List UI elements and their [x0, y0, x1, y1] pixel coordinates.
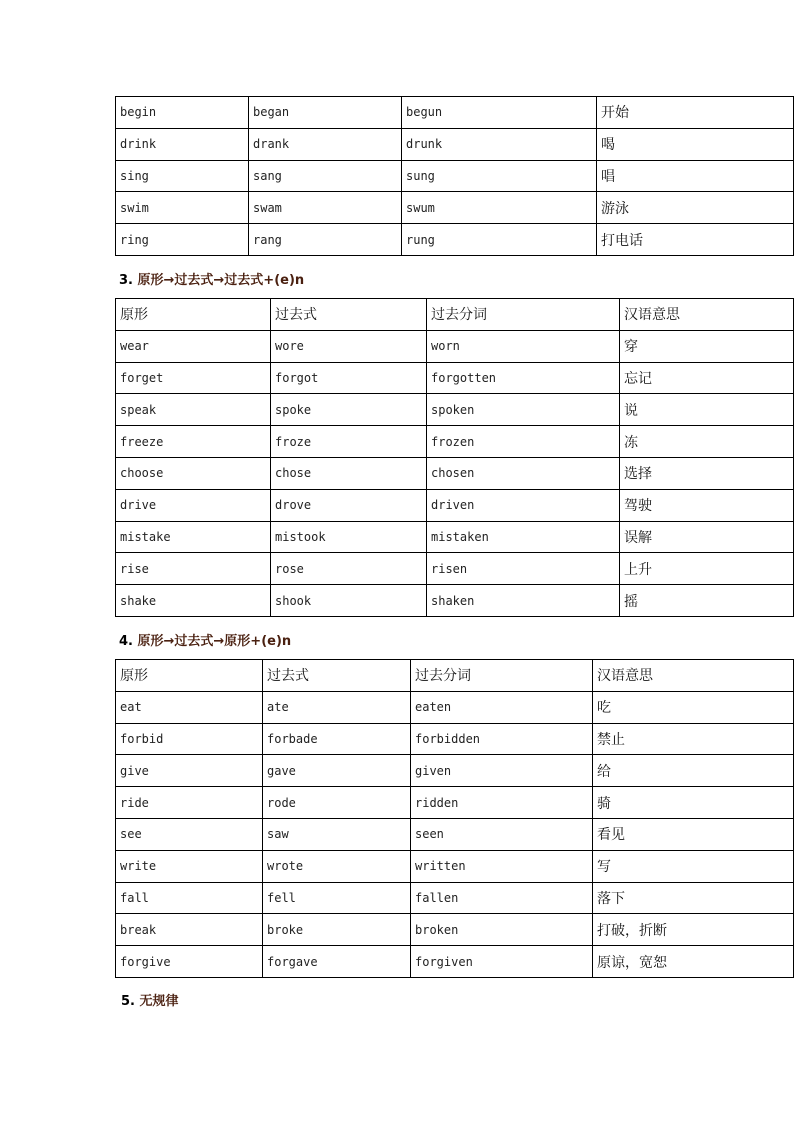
past-tense-cell: rang	[249, 224, 402, 256]
meaning-cell: 禁止	[593, 723, 794, 755]
base-form-cell: wear	[116, 330, 271, 362]
past-tense-cell: chose	[271, 457, 427, 489]
past-tense-cell: began	[249, 97, 402, 129]
past-participle-cell: begun	[402, 97, 597, 129]
past-tense-cell: broke	[263, 914, 411, 946]
table-row	[116, 850, 794, 882]
base-form-cell: ring	[116, 224, 249, 256]
past-participle-cell: forbidden	[411, 723, 593, 755]
verb-table-section-3	[115, 298, 794, 617]
table-row	[116, 723, 794, 755]
past-tense-cell: sang	[249, 160, 402, 192]
base-form-cell: freeze	[116, 426, 271, 458]
table-row	[116, 394, 794, 426]
past-tense-cell: wore	[271, 330, 427, 362]
base-form-cell: forget	[116, 362, 271, 394]
table-row	[116, 362, 794, 394]
past-tense-cell: fell	[263, 882, 411, 914]
past-participle-cell: sung	[402, 160, 597, 192]
past-participle-cell: swum	[402, 192, 597, 224]
base-form-cell: forgive	[116, 946, 263, 978]
meaning-cell: 误解	[620, 521, 794, 553]
meaning-cell: 唱	[597, 160, 794, 192]
base-form-cell: speak	[116, 394, 271, 426]
past-tense-cell: drank	[249, 128, 402, 160]
table-row	[116, 946, 794, 978]
meaning-cell: 穿	[620, 330, 794, 362]
meaning-cell: 打电话	[597, 224, 794, 256]
past-participle-cell: risen	[427, 553, 620, 585]
table-row	[116, 553, 794, 585]
past-tense-cell: gave	[263, 755, 411, 787]
table-body	[116, 299, 794, 617]
table-row	[116, 457, 794, 489]
past-tense-cell: drove	[271, 489, 427, 521]
past-participle-cell: mistaken	[427, 521, 620, 553]
past-participle-cell: forgotten	[427, 362, 620, 394]
meaning-cell: 选择	[620, 457, 794, 489]
verb-table-continued	[115, 96, 794, 256]
table-row	[116, 818, 794, 850]
meaning-cell: 落下	[593, 882, 794, 914]
past-tense-cell: forgave	[263, 946, 411, 978]
past-tense-cell: ate	[263, 691, 411, 723]
base-form-cell: break	[116, 914, 263, 946]
table-row	[116, 691, 794, 723]
past-participle-cell: forgiven	[411, 946, 593, 978]
past-participle-cell: broken	[411, 914, 593, 946]
verb-table-section-4	[115, 659, 794, 978]
base-form-cell: see	[116, 818, 263, 850]
past-tense-cell: forbade	[263, 723, 411, 755]
past-tense-cell: saw	[263, 818, 411, 850]
meaning-cell: 驾驶	[620, 489, 794, 521]
base-form-cell: fall	[116, 882, 263, 914]
header-cell: 原形	[116, 299, 271, 331]
meaning-cell: 喝	[597, 128, 794, 160]
meaning-cell: 开始	[597, 97, 794, 129]
header-cell: 汉语意思	[620, 299, 794, 331]
table-row	[116, 426, 794, 458]
section-number: 3.	[119, 273, 133, 288]
table-row	[116, 585, 794, 617]
table-row	[116, 882, 794, 914]
table-row	[116, 489, 794, 521]
table-body	[116, 660, 794, 978]
header-cell: 过去式	[271, 299, 427, 331]
table-row	[116, 192, 794, 224]
meaning-cell: 游泳	[597, 192, 794, 224]
base-form-cell: drink	[116, 128, 249, 160]
past-participle-cell: frozen	[427, 426, 620, 458]
meaning-cell: 骑	[593, 787, 794, 819]
base-form-cell: shake	[116, 585, 271, 617]
past-participle-cell: fallen	[411, 882, 593, 914]
past-tense-cell: spoke	[271, 394, 427, 426]
table-header-row	[116, 299, 794, 331]
past-participle-cell: spoken	[427, 394, 620, 426]
meaning-cell: 忘记	[620, 362, 794, 394]
base-form-cell: drive	[116, 489, 271, 521]
header-cell: 过去分词	[411, 660, 593, 692]
base-form-cell: ride	[116, 787, 263, 819]
past-participle-cell: given	[411, 755, 593, 787]
meaning-cell: 原谅，宽恕	[593, 946, 794, 978]
meaning-cell: 给	[593, 755, 794, 787]
meaning-cell: 冻	[620, 426, 794, 458]
section-number: 5.	[121, 994, 135, 1009]
past-participle-cell: written	[411, 850, 593, 882]
table-header-row	[116, 660, 794, 692]
meaning-cell: 写	[593, 850, 794, 882]
past-tense-cell: froze	[271, 426, 427, 458]
base-form-cell: write	[116, 850, 263, 882]
past-participle-cell: drunk	[402, 128, 597, 160]
past-participle-cell: chosen	[427, 457, 620, 489]
past-tense-cell: swam	[249, 192, 402, 224]
meaning-cell: 打破，折断	[593, 914, 794, 946]
table-row	[116, 914, 794, 946]
past-tense-cell: forgot	[271, 362, 427, 394]
header-cell: 过去式	[263, 660, 411, 692]
section-3-heading	[119, 269, 304, 288]
past-participle-cell: shaken	[427, 585, 620, 617]
header-cell: 过去分词	[427, 299, 620, 331]
table-row	[116, 521, 794, 553]
past-tense-cell: shook	[271, 585, 427, 617]
meaning-cell: 说	[620, 394, 794, 426]
base-form-cell: mistake	[116, 521, 271, 553]
table-row	[116, 128, 794, 160]
base-form-cell: sing	[116, 160, 249, 192]
table-row	[116, 787, 794, 819]
section-5-heading	[121, 990, 179, 1009]
past-participle-cell: driven	[427, 489, 620, 521]
base-form-cell: rise	[116, 553, 271, 585]
header-cell: 原形	[116, 660, 263, 692]
base-form-cell: swim	[116, 192, 249, 224]
table-row	[116, 755, 794, 787]
section-title: 无规律	[139, 994, 179, 1009]
table-row	[116, 330, 794, 362]
past-tense-cell: rose	[271, 553, 427, 585]
past-tense-cell: wrote	[263, 850, 411, 882]
base-form-cell: begin	[116, 97, 249, 129]
base-form-cell: give	[116, 755, 263, 787]
meaning-cell: 摇	[620, 585, 794, 617]
meaning-cell: 上升	[620, 553, 794, 585]
section-4-heading	[119, 630, 291, 649]
base-form-cell: eat	[116, 691, 263, 723]
meaning-cell: 看见	[593, 818, 794, 850]
past-participle-cell: ridden	[411, 787, 593, 819]
table-row	[116, 224, 794, 256]
past-participle-cell: worn	[427, 330, 620, 362]
meaning-cell: 吃	[593, 691, 794, 723]
table-body	[116, 97, 794, 256]
past-tense-cell: rode	[263, 787, 411, 819]
past-participle-cell: eaten	[411, 691, 593, 723]
header-cell: 汉语意思	[593, 660, 794, 692]
section-number: 4.	[119, 634, 133, 649]
past-participle-cell: seen	[411, 818, 593, 850]
past-tense-cell: mistook	[271, 521, 427, 553]
section-title: 原形→过去式→原形+(e)n	[137, 634, 292, 649]
past-participle-cell: rung	[402, 224, 597, 256]
table-row	[116, 160, 794, 192]
base-form-cell: choose	[116, 457, 271, 489]
base-form-cell: forbid	[116, 723, 263, 755]
section-title: 原形→过去式→过去式+(e)n	[137, 273, 305, 288]
table-row	[116, 97, 794, 129]
